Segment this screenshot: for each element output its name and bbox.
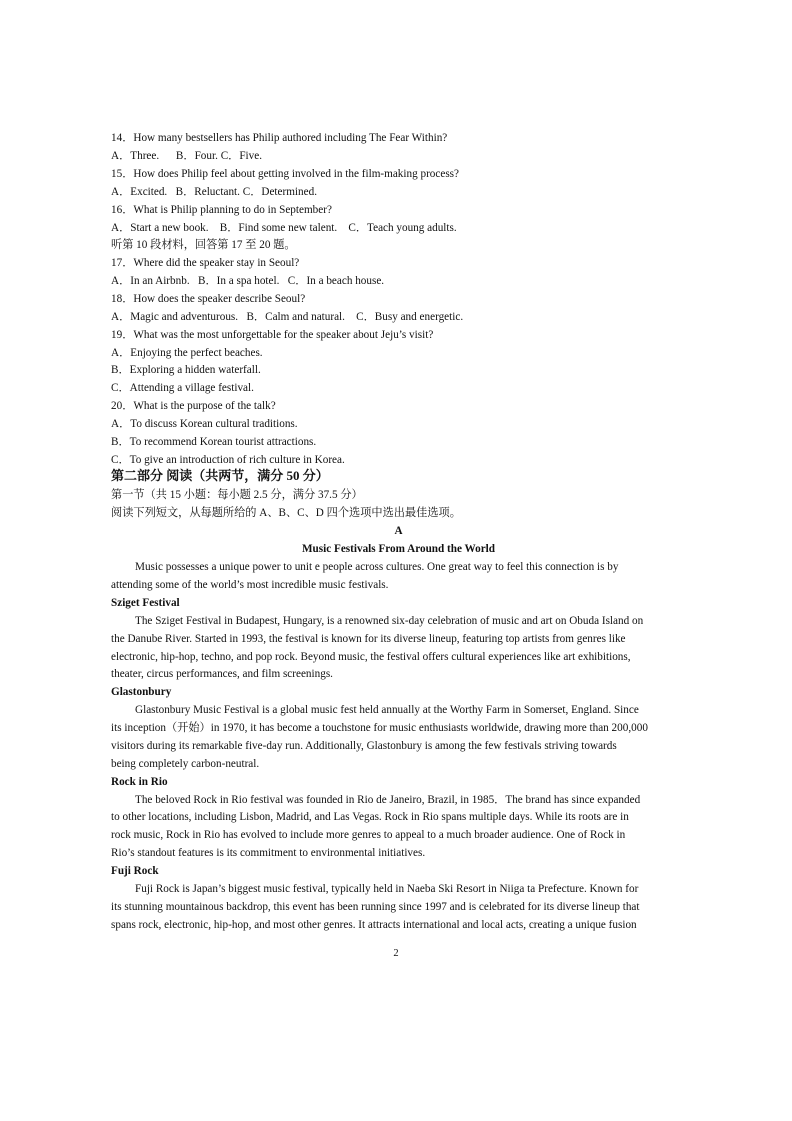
q18-options: A．Magic and adventurous. B．Calm and natural. C．Busy and energetic. [111,311,464,323]
q14-options: A．Three. B．Four. C．Five. [111,150,263,162]
q17-stem: 17．Where did the speaker stay in Seoul? [111,257,300,269]
q14-stem: 14．How many bestsellers has Philip authored including The Fear Within? [111,132,448,144]
q19-option-a: A．Enjoying the perfect beaches. [111,347,263,359]
intro-line: attending some of the world’s most incredible music festivals. [111,579,389,591]
passage-title: Music Festivals From Around the World [302,543,495,555]
glastonbury-line: Glastonbury Music Festival is a global music fest held annually at the Worthy Farm in Somerset, England. Since [135,704,639,716]
q20-option-a: A．To discuss Korean cultural traditions. [111,418,298,430]
sziget-line: the Danube River. Started in 1993, the festival is known for its diverse lineup, featuring top artists from genres like [111,633,626,645]
q20-option-c: C．To give an introduction of rich culture in Korea. [111,454,345,466]
rockinrio-line: The beloved Rock in Rio festival was founded in Rio de Janeiro, Brazil, in 1985．The brand has since expanded [135,794,641,806]
q15-stem: 15．How does Philip feel about getting involved in the film-making process? [111,168,459,180]
fujirock-heading: Fuji Rock [111,865,159,877]
q16-stem: 16．What is Philip planning to do in September? [111,204,332,216]
q18-stem: 18．How does the speaker describe Seoul? [111,293,306,305]
q16-options: A．Start a new book. B．Find some new talent. C．Teach young adults. [111,222,457,234]
glastonbury-line: its inception（开始）in 1970, it has become a touchstone for music enthusiasts worldwide, drawing more than 200,000 [111,722,648,734]
q19-option-b: B．Exploring a hidden waterfall. [111,364,261,376]
glastonbury-line: visitors during its remarkable five-day run. Additionally, Glastonbury is among the few festivals striving towards [111,740,617,752]
q20-stem: 20．What is the purpose of the talk? [111,400,276,412]
q20-option-b: B．To recommend Korean tourist attractions. [111,436,317,448]
reading-instruction: 阅读下列短文，从每题所给的 A、B、C、D 四个选项中选出最佳选项。 [111,507,461,519]
fujirock-line: spans rock, electronic, hip-hop, and most other genres. It attracts international and local acts, creating a unique fusion [111,919,637,931]
fujirock-line: its stunning mountainous backdrop, this event has been running since 1997 and is celebrated for its diverse lineup that [111,901,640,913]
q19-option-c: C．Attending a village festival. [111,382,254,394]
glastonbury-heading: Glastonbury [111,686,172,698]
section-one-title: 第一节（共 15 小题：每小题 2.5 分，满分 37.5 分） [111,489,363,501]
glastonbury-line: being completely carbon-neutral. [111,758,260,770]
sziget-line: The Sziget Festival in Budapest, Hungary, is a renowned six-day celebration of music and art on Obuda Island on [135,615,644,627]
intro-line: Music possesses a unique power to unit e people across cultures. One great way to feel this connection is by [135,561,619,573]
sziget-line: electronic, hip-hop, techno, and pop rock. Beyond music, the festival offers cultural experiences like art exhibitions, [111,651,631,663]
sziget-heading: Sziget Festival [111,597,180,609]
rockinrio-line: Rio’s standout features is its commitment to environmental initiatives. [111,847,426,859]
rockinrio-heading: Rock in Rio [111,776,168,788]
rockinrio-line: rock music, Rock in Rio has evolved to include more genres to appeal to a much broader audience. One of Rock in [111,829,626,841]
q17-options: A．In an Airbnb. B．In a spa hotel. C．In a beach house. [111,275,385,287]
rockinrio-line: to other locations, including Lisbon, Madrid, and Las Vegas. Rock in Rio spans multiple days. While its roots are in [111,811,629,823]
part-two-title: 第二部分 阅读（共两节，满分 50 分） [111,468,329,483]
sziget-line: theater, circus performances, and film screenings. [111,668,333,680]
page-number: 2 [393,948,399,959]
fujirock-line: Fuji Rock is Japan’s biggest music festival, typically held in Naeba Ski Resort in Niiga ta Prefecture. Known for [135,883,639,895]
q15-options: A．Excited. B．Reluctant. C．Determined. [111,186,317,198]
passage-letter: A [394,525,403,537]
q19-stem: 19．What was the most unforgettable for the speaker about Jeju’s visit? [111,329,434,341]
material-10-instruction: 听第 10 段材料，回答第 17 至 20 题。 [111,239,296,251]
